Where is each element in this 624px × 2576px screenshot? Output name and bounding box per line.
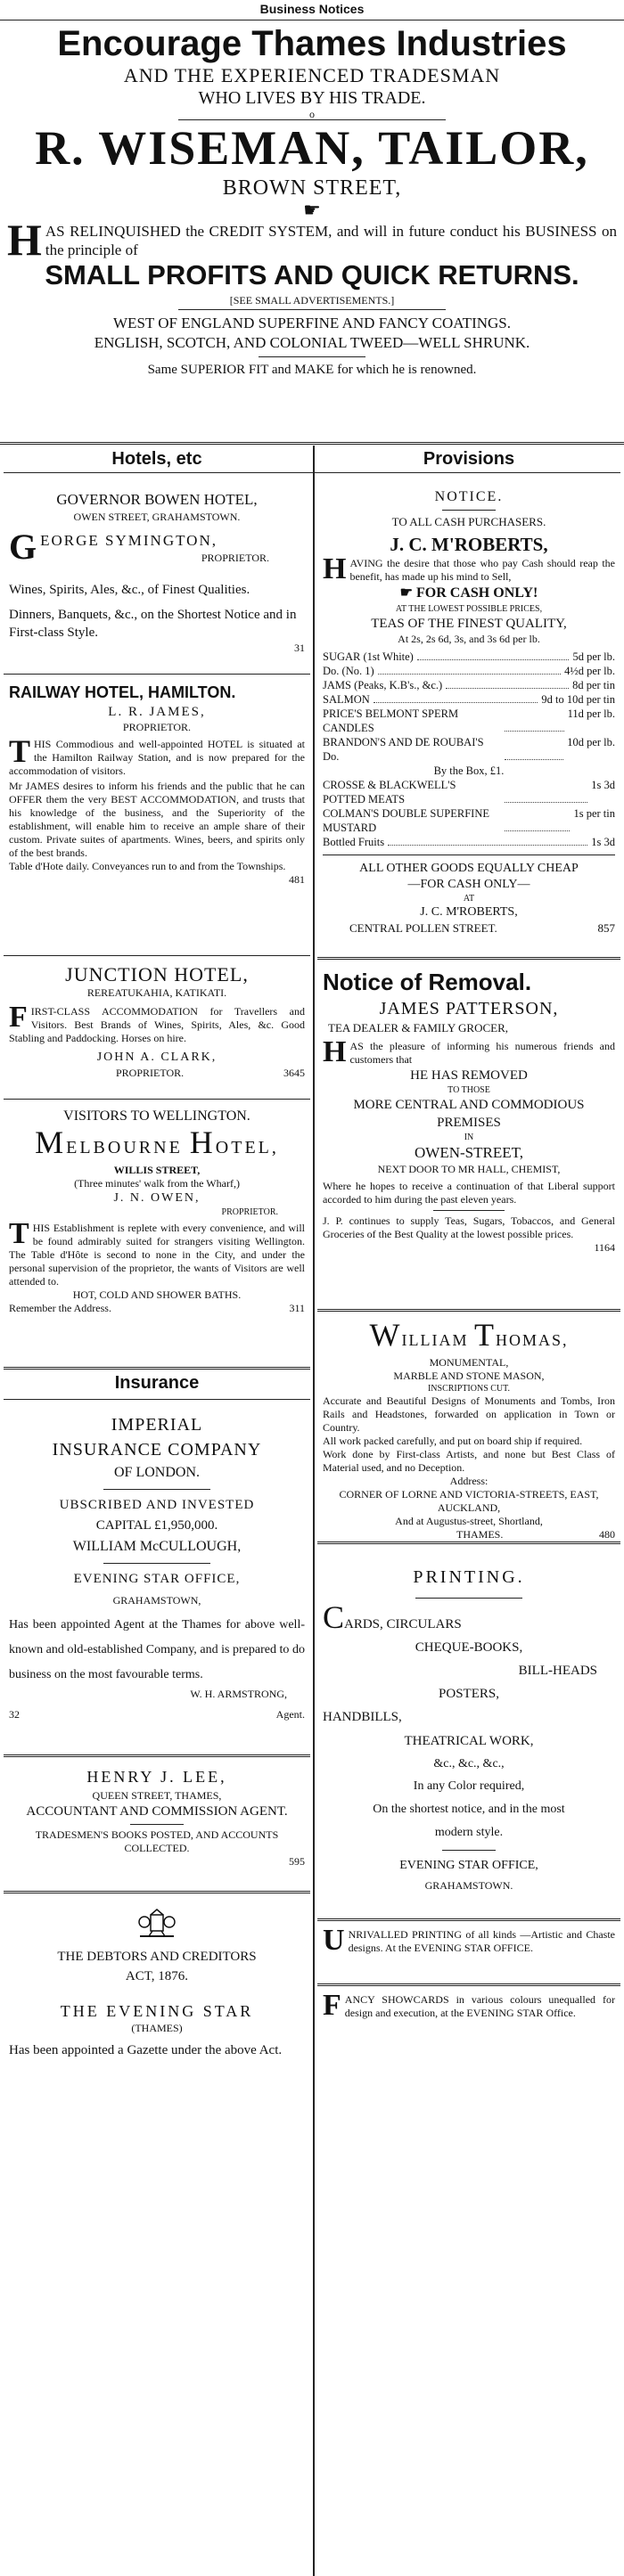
price-row xyxy=(323,735,615,764)
removal-hopes: Where he hopes to receive a continuation of that Liberal support accorded to him during the past eleven years. xyxy=(323,1180,615,1206)
wiseman-fit: Same SUPERIOR FIT and MAKE for which he is renowned. xyxy=(147,363,477,377)
governor-name-block xyxy=(9,527,305,576)
imperial-footer xyxy=(9,1708,305,1721)
section-rule xyxy=(0,442,624,445)
junction-title: JUNCTION HOTEL, xyxy=(65,963,249,985)
price-row xyxy=(323,778,615,806)
wiseman-body-text: AS RELINQUISHED the CREDIT SYSTEM, and will in future conduct his BUSINESS on the principle of xyxy=(45,223,617,258)
mroberts-name: J. C. M'ROBERTS, xyxy=(390,534,548,555)
thomas-cap1: W xyxy=(369,1317,402,1353)
unrivalled-body xyxy=(323,1924,615,1957)
price-label: PRICE'S BELMONT SPERM CANDLES xyxy=(323,707,459,734)
melbourne-baths: HOT, COLD AND SHOWER BATHS. xyxy=(72,1288,242,1301)
imperial-num: 32 xyxy=(9,1708,20,1721)
lee-rule xyxy=(130,1824,184,1825)
price-label: By the Box, £1. xyxy=(433,765,505,777)
printing-rule xyxy=(415,1598,522,1599)
price-label: SALMON xyxy=(323,693,370,706)
railway-body2: Mr JAMES desires to inform his friends and the public that he can OFFER them the very BEST ACCOMMODATION, and trusts that his knowledge of the business, and the Superiority of the establishment, will enable him to receive an ample share of their custom. Private suites of apartments. Wines, beers, and spirits only of the best brands. xyxy=(9,780,305,859)
thomas-thames: THAMES. xyxy=(456,1528,504,1541)
price-value: 11d per lb. xyxy=(567,707,615,720)
thomas-body2: All work packed carefully, and put on board ship if required. xyxy=(323,1435,583,1447)
thomas-name xyxy=(323,1319,615,1356)
evening-l1: THE EVENING STAR xyxy=(60,2002,254,2020)
imperial-office: EVENING STAR OFFICE, xyxy=(73,1572,241,1586)
lee-addr: QUEEN STREET, THAMES, xyxy=(92,1789,222,1802)
printing-l2: CHEQUE-BOOKS, xyxy=(415,1640,523,1655)
melbourne-body-text: HIS Establishment is replete with every convenience, and will be found admirably suited for strangers visiting Wellington. The Table d'Hôte is second to none in the City, and under the personal supervision of the proprietor, the wants of Visitors are well attended to. xyxy=(9,1222,305,1288)
page-header xyxy=(0,0,624,20)
governor-cap: G xyxy=(9,527,37,567)
wiseman-coat1: WEST OF ENGLAND SUPERFINE AND FANCY COATINGS. xyxy=(113,315,511,331)
henry-lee-ad xyxy=(4,1757,310,1891)
printing-l9: On the shortest notice, and in the most xyxy=(373,1803,565,1816)
melbourne-num: 311 xyxy=(289,1302,305,1314)
unrivalled-cap: U xyxy=(323,1924,345,1957)
removal-trade: TEA DEALER & FAMILY GROCER, xyxy=(328,1021,509,1034)
removal-owen: OWEN-STREET, xyxy=(415,1144,523,1161)
railway-body1-text: HIS Commodious and well-appointed HOTEL is situated at the Hamilton Railway Station, and is now prepared for the accommodation of visitors. xyxy=(9,738,305,777)
thomas-monumental: MONUMENTAL, xyxy=(429,1356,509,1369)
junction-place: REREATUKAHIA, KATIKATI. xyxy=(86,986,227,999)
royal-crest-icon xyxy=(136,1906,177,1942)
wiseman-headline: Encourage Thames Industries xyxy=(57,24,567,63)
imperial-l2: INSURANCE COMPANY xyxy=(52,1440,262,1460)
printing-l1 xyxy=(323,1599,615,1636)
price-row xyxy=(323,764,615,778)
thomas-address: Address: xyxy=(449,1475,489,1487)
printing-cap: C xyxy=(323,1599,345,1635)
governor-name: EORGE SYMINGTON, xyxy=(40,532,218,549)
mroberts-rule xyxy=(442,510,496,511)
evening-l2: (THAMES) xyxy=(131,2022,183,2034)
printing-l10: modern style. xyxy=(434,1826,504,1839)
wiseman-rule-3 xyxy=(259,356,365,357)
lee-body: TRADESMEN'S BOOKS POSTED, AND ACCOUNTS COLLECTED. xyxy=(35,1828,279,1854)
printing-l3: BILL-HEADS xyxy=(518,1664,597,1678)
melbourne-title: VISITORS TO WELLINGTON. xyxy=(63,1108,250,1124)
removal-num: 1164 xyxy=(594,1241,615,1254)
section-hotels: Hotels, etc xyxy=(111,449,202,469)
melbourne-name xyxy=(9,1126,305,1164)
junction-body-text: IRST-CLASS ACCOMMODATION for Travellers and Visitors. Best Brands of Wines, Spirits, Ales, &c. Good Stabling and Paddocking. Horses on hire. xyxy=(9,1005,305,1044)
removal-ad xyxy=(317,960,620,1309)
price-label: CROSSE & BLACKWELL'S POTTED MEATS xyxy=(323,779,456,806)
governor-addr: OWEN STREET, GRAHAMSTOWN. xyxy=(73,511,241,523)
junction-cap: F xyxy=(9,1001,28,1034)
price-list xyxy=(323,650,615,849)
wiseman-ad xyxy=(5,23,619,442)
mroberts-cash-text: FOR CASH ONLY! xyxy=(416,585,538,601)
mroberts-other2: —FOR CASH ONLY— xyxy=(407,878,530,891)
railway-cap: T xyxy=(9,733,31,769)
imperial-town: GRAHAMSTOWN, xyxy=(112,1594,201,1607)
mroberts-body xyxy=(323,552,615,585)
thomas-name1: ILLIAM xyxy=(401,1331,469,1349)
governor-num: 31 xyxy=(294,642,305,654)
lee-num: 595 xyxy=(289,1855,305,1868)
printing-office: EVENING STAR OFFICE, xyxy=(399,1859,538,1872)
lee-name: HENRY J. LEE, xyxy=(86,1768,227,1786)
melbourne-name1: ELBOURNE xyxy=(66,1138,183,1157)
melbourne-hotel-ad xyxy=(4,1100,310,1367)
melbourne-prop: PROPRIETOR. xyxy=(221,1207,278,1217)
thomas-body1: Accurate and Beautiful Designs of Monuments and Tombs, Iron Rails and Headstones, forwarded on application in Town or Country. xyxy=(323,1394,615,1434)
price-label: SUGAR (1st White) xyxy=(323,650,414,663)
wiseman-see: [SEE SMALL ADVERTISEMENTS.] xyxy=(229,294,395,307)
mroberts-prices: At 2s, 2s 6d, 3s, and 3s 6d per lb. xyxy=(398,633,540,645)
governor-wines: Wines, Spirits, Ales, &c., of Finest Qualities. xyxy=(9,583,250,597)
printing-title: PRINTING. xyxy=(413,1567,525,1587)
section-insurance: Insurance xyxy=(114,1373,200,1393)
mroberts-footer xyxy=(323,920,615,936)
fancy-body xyxy=(323,1989,615,2022)
wiseman-line3: WHO LIVES BY HIS TRADE. xyxy=(198,88,426,108)
junction-prop: PROPRIETOR. xyxy=(116,1067,185,1079)
price-value: 1s per tin xyxy=(573,807,615,820)
junction-footer xyxy=(9,1067,305,1080)
governor-prop: PROPRIETOR. xyxy=(201,552,269,564)
price-row xyxy=(323,678,615,692)
thomas-body3: Work done by First-class Artists, and none but Best Class of Material used, and no Deception. xyxy=(323,1448,615,1474)
printing-l4: POSTERS, xyxy=(439,1687,499,1701)
printing-l6: THEATRICAL WORK, xyxy=(404,1734,534,1748)
removal-next: NEXT DOOR TO MR HALL, CHEMIST, xyxy=(377,1163,561,1175)
printing-rule-2 xyxy=(442,1850,496,1851)
unrivalled-body-text: NRIVALLED PRINTING of all kinds —Artistic and Chaste designs. At the EVENING STAR OFFICE. xyxy=(348,1928,615,1954)
column-divider xyxy=(313,446,315,2576)
thomas-name2: HOMAS, xyxy=(495,1331,569,1349)
price-row xyxy=(323,707,615,735)
imperial-role: Agent. xyxy=(275,1708,305,1721)
railway-title: RAILWAY HOTEL, HAMILTON. xyxy=(9,683,236,701)
price-label: JAMS (Peaks, K.B's., &c.) xyxy=(323,679,443,691)
price-row xyxy=(323,664,615,678)
wiseman-slogan: SMALL PROFITS AND QUICK RETURNS. xyxy=(45,259,579,290)
mroberts-other1: ALL OTHER GOODS EQUALLY CHEAP xyxy=(359,862,579,875)
thomas-cap2: T xyxy=(473,1317,496,1353)
fancy-body-text: ANCY SHOWCARDS in various colours unequalled for design and execution, at the EVENING STAR Office. xyxy=(344,1993,615,2019)
melbourne-body xyxy=(9,1217,305,1288)
price-row xyxy=(323,692,615,707)
removal-cap: H xyxy=(323,1035,347,1068)
price-value: 9d to 10d per tin xyxy=(541,693,615,706)
mroberts-cap: H xyxy=(323,552,347,585)
wiseman-rule-2 xyxy=(178,309,446,310)
melbourne-cap2: H xyxy=(189,1124,216,1160)
imperial-l3: OF LONDON. xyxy=(114,1465,200,1480)
thomas-and: And at Augustus-street, Shortland, xyxy=(395,1515,543,1527)
thomas-marble: MARBLE AND STONE MASON, xyxy=(393,1370,545,1382)
removal-body xyxy=(323,1035,615,1068)
fancy-cap: F xyxy=(323,1989,341,2022)
imperial-rule xyxy=(103,1489,210,1490)
mroberts-cash xyxy=(323,584,615,603)
price-row xyxy=(323,806,615,835)
thomas-ad xyxy=(317,1312,620,1542)
wiseman-line2: AND THE EXPERIENCED TRADESMAN xyxy=(123,64,501,86)
removal-jp: J. P. continues to supply Teas, Sugars, Tobaccos, and General Groceries of the Best Quality at the lowest possible prices. xyxy=(323,1214,615,1240)
mroberts-lowest: AT THE LOWEST POSSIBLE PRICES, xyxy=(395,604,543,614)
mroberts-notice: NOTICE. xyxy=(434,489,504,504)
price-value: 5d per lb. xyxy=(572,650,615,663)
wiseman-street: BROWN STREET, xyxy=(222,176,402,200)
imperial-insurance-ad xyxy=(4,1400,310,1754)
unrivalled-ad xyxy=(317,1921,620,1983)
railway-prop: PROPRIETOR. xyxy=(122,721,192,733)
mroberts-addr: CENTRAL POLLEN STREET. xyxy=(349,921,497,935)
left-column xyxy=(4,476,310,2576)
printing-l8: In any Color required, xyxy=(413,1779,525,1793)
imperial-sig: W. H. ARMSTRONG, xyxy=(190,1688,287,1700)
imperial-rule-2 xyxy=(103,1563,210,1564)
wiseman-body xyxy=(5,215,619,265)
mroberts-ad xyxy=(317,476,620,957)
price-label: COLMAN'S DOUBLE SUPERFINE MUSTARD xyxy=(323,807,489,834)
junction-hotel-ad xyxy=(4,956,310,1099)
melbourne-cap1: M xyxy=(35,1124,67,1160)
mroberts-teas: TEAS OF THE FINEST QUALITY, xyxy=(371,617,567,631)
mroberts-sig: J. C. M'ROBERTS, xyxy=(420,905,518,919)
imperial-l1: IMPERIAL xyxy=(111,1415,203,1435)
governor-bowen-ad xyxy=(4,476,310,674)
section-heading-rule xyxy=(4,472,620,473)
railway-body1 xyxy=(9,733,305,778)
imperial-capital: CAPITAL £1,950,000. xyxy=(95,1518,218,1533)
printing-l7: &c., &c., &c., xyxy=(433,1757,505,1770)
wiseman-coat2: ENGLISH, SCOTCH, AND COLONIAL TWEED—WELL SHRUNK. xyxy=(94,334,530,351)
railway-hotel-ad xyxy=(4,675,310,955)
junction-name: JOHN A. CLARK, xyxy=(96,1051,218,1064)
removal-rule xyxy=(433,1210,505,1211)
thomas-corner: CORNER OF LORNE AND VICTORIA-STREETS, EAST, AUCKLAND, xyxy=(339,1488,599,1514)
evening-body: Has been appointed a Gazette under the above Act. xyxy=(9,2043,283,2057)
governor-dinners: Dinners, Banquets, &c., on the Shortest Notice and in First-class Style. xyxy=(9,608,297,640)
hand-icon: ☛ xyxy=(303,199,321,221)
melbourne-owner: J. N. OWEN, xyxy=(113,1191,201,1205)
railway-num: 481 xyxy=(289,873,305,886)
price-label: Do. (No. 1) xyxy=(323,665,374,677)
melbourne-name2: OTEL, xyxy=(215,1138,279,1157)
melbourne-walk: (Three minutes' walk from the Wharf,) xyxy=(74,1177,240,1190)
printing-town: GRAHAMSTOWN. xyxy=(424,1879,513,1892)
melbourne-body-cap: T xyxy=(9,1217,29,1250)
removal-name: JAMES PATTERSON, xyxy=(379,999,559,1018)
removal-removed: HE HAS REMOVED xyxy=(410,1068,528,1083)
mroberts-to: TO ALL CASH PURCHASERS. xyxy=(391,515,546,528)
melbourne-street: WILLIS STREET, xyxy=(113,1164,201,1176)
price-row xyxy=(323,835,615,849)
imperial-agent: WILLIAM McCULLOUGH, xyxy=(72,1539,242,1554)
junction-num: 3645 xyxy=(283,1067,305,1079)
thomas-num: 480 xyxy=(599,1528,615,1541)
mroberts-body-text: AVING the desire that those who pay Cash should reap the benefit, has made up his mind to Sell, xyxy=(349,557,615,583)
mroberts-num: 857 xyxy=(597,921,615,935)
debtors-l2: ACT, 1876. xyxy=(125,1969,189,1983)
debtors-l1: THE DEBTORS AND CREDITORS xyxy=(57,1950,257,1964)
printing-ad xyxy=(317,1544,620,1918)
page-header-text: Business Notices xyxy=(259,2,365,16)
ornament: o xyxy=(309,108,315,120)
evening-star-ad xyxy=(4,1993,310,2100)
price-value: 4½d per lb. xyxy=(564,665,615,677)
junction-body xyxy=(9,1001,305,1045)
price-value: 1s 3d xyxy=(591,836,615,848)
price-label: Bottled Fruits xyxy=(323,836,385,848)
melbourne-remember: Remember the Address. xyxy=(9,1302,111,1314)
thomas-inscriptions: INSCRIPTIONS CUT. xyxy=(427,1384,511,1394)
debtors-act-ad xyxy=(4,1893,310,1993)
printing-l5: HANDBILLS, xyxy=(323,1710,402,1724)
price-row xyxy=(323,650,615,664)
railway-body3: Table d'Hote daily. Conveyances run to and from the Townships. xyxy=(9,860,286,872)
lee-title: ACCOUNTANT AND COMMISSION AGENT. xyxy=(26,1804,288,1819)
wiseman-name: R. WISEMAN, TAILOR, xyxy=(35,121,589,175)
printing-l1-text: ARDS, CIRCULARS xyxy=(344,1617,462,1631)
removal-more: MORE CENTRAL AND COMMODIOUS PREMISES xyxy=(353,1098,585,1130)
imperial-body: Has been appointed Agent at the Thames for above well-known and old-established Company, and is prepared to do business on the most favourable terms. xyxy=(9,1618,305,1681)
right-column xyxy=(317,476,620,2576)
wiseman-cap: H xyxy=(7,215,42,265)
thomas-footer xyxy=(323,1528,615,1542)
section-provisions: Provisions xyxy=(423,449,515,469)
removal-title: Notice of Removal. xyxy=(323,969,532,995)
removal-tothose: TO THOSE xyxy=(447,1085,490,1095)
mroberts-at: AT xyxy=(463,894,475,904)
governor-title: GOVERNOR BOWEN HOTEL, xyxy=(56,491,258,508)
imperial-l4: UBSCRIBED AND INVESTED xyxy=(59,1498,255,1512)
price-label: BRANDON'S AND DE ROUBAI'S Do. xyxy=(323,736,484,763)
price-value: 10d per lb. xyxy=(567,736,615,748)
price-value: 1s 3d xyxy=(591,779,615,791)
hand-icon: ☛ xyxy=(399,585,417,601)
removal-body-text: AS the pleasure of informing his numerous friends and customers that xyxy=(349,1040,615,1066)
fancy-ad xyxy=(317,1986,620,2049)
price-value: 8d per tin xyxy=(572,679,615,691)
railway-name: L. R. JAMES, xyxy=(108,705,206,719)
melbourne-footer xyxy=(9,1302,305,1315)
removal-in: IN xyxy=(464,1133,474,1142)
